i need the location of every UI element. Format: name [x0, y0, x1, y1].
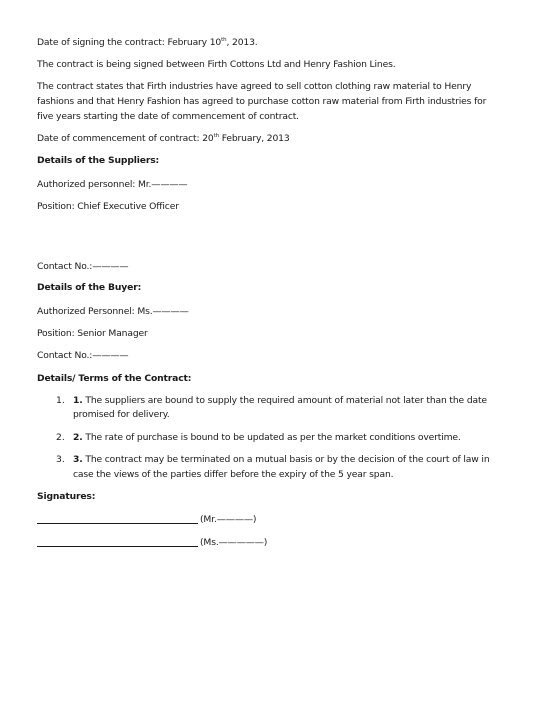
terms-item-2-text: The rate of purchase is bound to be updated as per the market conditions overtime. — [82, 432, 461, 443]
suppliers-contact: Contact No.:———— — [37, 261, 129, 272]
signing-date-text: Date of signing the contract: February 10 — [37, 37, 222, 48]
terms-item-2-line1 — [73, 431, 461, 444]
buyer-heading: Details of the Buyer: — [37, 282, 142, 293]
signature-line-2[interactable] — [37, 546, 198, 547]
signing-date-sup: th — [221, 36, 227, 43]
commencement-date-text: Date of commencement of contract: 20 — [37, 133, 214, 144]
buyer-contact: Contact No.:———— — [37, 350, 129, 361]
terms-item-1-text: The suppliers are bound to supply the required amount of material not later than the date — [82, 395, 487, 406]
signing-date — [37, 36, 258, 49]
terms-item-2-label: 2. — [73, 432, 83, 443]
terms-item-1-number: 1. — [56, 395, 65, 406]
commencement-date — [37, 132, 290, 145]
contract-statement-line1: The contract states that Firth industries have agreed to sell cotton clothing raw material to Henry — [37, 81, 472, 92]
signature-line-1[interactable] — [37, 523, 198, 524]
terms-item-1-label: 1. — [73, 395, 83, 406]
suppliers-position: Position: Chief Executive Officer — [37, 201, 179, 212]
terms-item-1-line2: promised for delivery. — [73, 409, 170, 420]
signature-name-1: (Mr.————) — [200, 514, 257, 525]
terms-heading: Details/ Terms of the Contract: — [37, 373, 192, 384]
commencement-date-year: February, 2013 — [218, 133, 290, 144]
terms-item-3-line2: case the views of the parties differ before the expiry of the 5 year span. — [73, 469, 394, 480]
terms-item-1-line1 — [73, 394, 487, 407]
suppliers-authorized: Authorized personnel: Mr.———— — [37, 179, 188, 190]
terms-item-3-number: 3. — [56, 454, 65, 465]
contract-statement-line3: five years starting the date of commencement of contract. — [37, 111, 299, 122]
contract-statement-line2: fashions and that Henry Fashion has agreed to purchase cotton raw material from Firth industries for — [37, 96, 487, 107]
terms-item-3-text: The contract may be terminated on a mutual basis or by the decision of the court of law in — [82, 454, 490, 465]
signing-date-year: , 2013. — [226, 37, 258, 48]
contract-intro: The contract is being signed between Firth Cottons Ltd and Henry Fashion Lines. — [37, 59, 396, 70]
signatures-heading: Signatures: — [37, 491, 96, 502]
terms-item-2-number: 2. — [56, 432, 65, 443]
buyer-authorized: Authorized Personnel: Ms.———— — [37, 306, 189, 317]
commencement-date-sup: th — [213, 132, 219, 139]
terms-item-3-line1 — [73, 453, 490, 466]
terms-item-3-label: 3. — [73, 454, 83, 465]
signature-name-2: (Ms.—————) — [200, 537, 268, 548]
buyer-position: Position: Senior Manager — [37, 328, 148, 339]
suppliers-heading: Details of the Suppliers: — [37, 155, 160, 166]
